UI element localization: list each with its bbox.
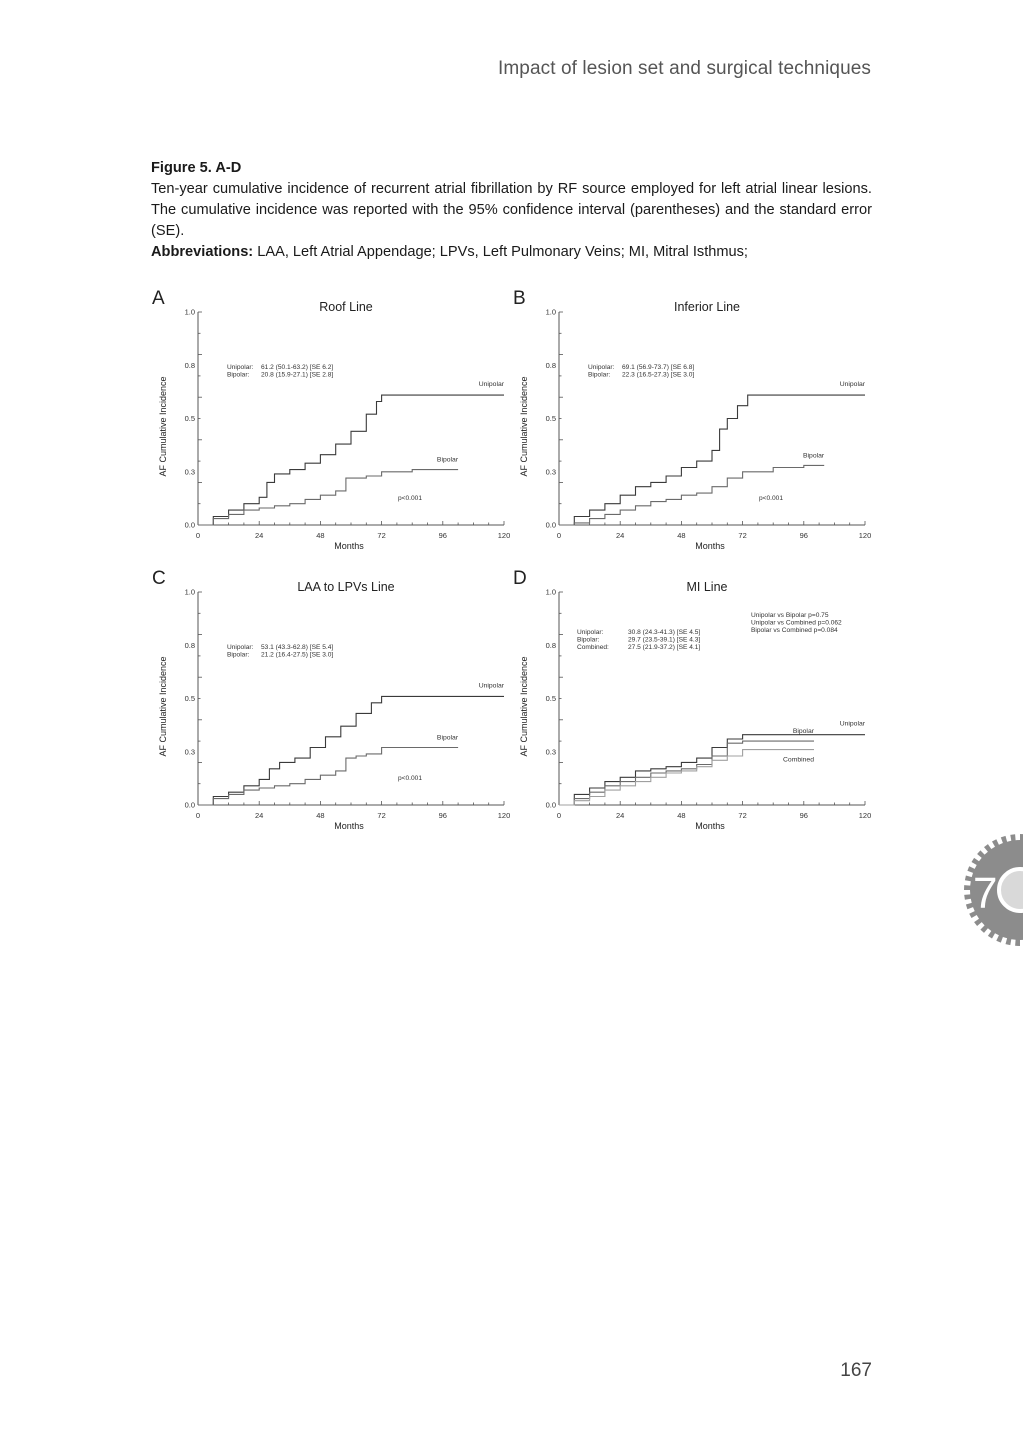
chart-title: MI Line — [686, 580, 728, 594]
stats-label: Unipolar: — [227, 364, 254, 371]
y-tick-label: 0.3 — [184, 467, 195, 477]
y-tick-label: 0.3 — [184, 747, 195, 757]
x-tick-label: 24 — [255, 811, 264, 820]
y-tick-label: 1.0 — [545, 587, 556, 597]
series-line-combined — [559, 750, 814, 805]
stats-value: 53.1 (43.3-62.8) [SE 5.4] — [261, 644, 334, 651]
stats-label: Bipolar: — [227, 651, 250, 659]
series-label-combined: Combined — [783, 756, 814, 764]
series-label-bipolar: Bipolar — [803, 452, 825, 460]
y-tick-label: 0.8 — [545, 360, 556, 370]
chapter-number: 7 — [973, 869, 998, 918]
x-axis-label: Months — [695, 541, 725, 551]
x-tick-label: 24 — [616, 811, 625, 820]
y-tick-label: 1.0 — [184, 307, 195, 317]
y-tick-label: 0.8 — [184, 360, 195, 370]
y-axis-label: AF Cumulative Incidence — [519, 376, 529, 477]
x-tick-label: 120 — [858, 531, 872, 540]
x-tick-label: 120 — [497, 531, 511, 540]
pvalue-note: p<0.001 — [398, 775, 423, 782]
panel-letter: D — [513, 568, 527, 589]
stats-label: Combined: — [577, 644, 609, 652]
x-tick-label: 0 — [195, 531, 201, 540]
stats-label: Bipolar: — [227, 371, 250, 379]
stats-value: 21.2 (16.4-27.5) [SE 3.0] — [261, 651, 334, 659]
pvalue-comparison: Unipolar vs Bipolar p=0.75 — [751, 612, 829, 619]
y-tick-label: 0.3 — [545, 467, 556, 477]
x-tick-label: 48 — [677, 531, 686, 540]
series-label-unipolar: Unipolar — [839, 381, 865, 389]
chart-panel-d — [513, 568, 871, 831]
x-tick-label: 96 — [799, 811, 808, 820]
abbreviations-label: Abbreviations: — [151, 244, 254, 260]
y-axis-label: AF Cumulative Incidence — [519, 656, 529, 757]
x-tick-label: 48 — [316, 811, 325, 820]
x-tick-label: 0 — [556, 531, 562, 540]
y-tick-label: 0.0 — [184, 800, 195, 810]
panel-letter: A — [152, 288, 165, 309]
y-tick-label: 1.0 — [184, 587, 195, 597]
y-tick-label: 0.3 — [545, 747, 556, 757]
x-axis-label: Months — [334, 541, 364, 551]
stats-value: 30.8 (24.3-41.3) [SE 4.5] — [628, 629, 701, 636]
stats-value: 27.5 (21.9-37.2) [SE 4.1] — [628, 644, 701, 652]
series-line-bipolar — [559, 741, 814, 805]
chart-panel-b — [513, 288, 871, 551]
x-tick-label: 0 — [556, 811, 562, 820]
x-tick-label: 96 — [438, 531, 447, 540]
y-tick-label: 0.5 — [545, 414, 556, 423]
stats-value: 20.8 (15.9-27.1) [SE 2.8] — [261, 371, 334, 379]
y-axis-label: AF Cumulative Incidence — [158, 656, 168, 757]
series-label-bipolar: Bipolar — [436, 456, 459, 464]
chapter-tab — [962, 832, 1023, 948]
abbreviations-text: LAA, Left Atrial Appendage; LPVs, Left Pulmonary Veins; MI, Mitral Isthmus; — [257, 244, 748, 260]
panel-letter: C — [152, 568, 166, 589]
pvalue-note: p<0.001 — [398, 495, 423, 502]
stats-label: Unipolar: — [588, 364, 615, 371]
chart-panel-a — [152, 288, 510, 551]
x-axis-label: Months — [334, 821, 364, 831]
y-tick-label: 1.0 — [545, 307, 556, 317]
figure-description: Ten-year cumulative incidence of recurrent atrial fibrillation by RF source employed for left atrial linear lesions. The cumulative incidence was reported with the 95% confidence interval (parentheses) and the standard error (SE). — [151, 181, 872, 239]
chart-title: Roof Line — [319, 300, 373, 314]
y-tick-label: 0.0 — [545, 520, 556, 530]
series-label-unipolar: Unipolar — [478, 682, 504, 690]
stats-value: 29.7 (23.5-39.1) [SE 4.3] — [628, 636, 701, 644]
x-tick-label: 24 — [616, 531, 625, 540]
pvalue-note: p<0.001 — [759, 495, 784, 502]
series-label-unipolar: Unipolar — [839, 720, 865, 728]
stats-value: 69.1 (56.9-73.7) [SE 6.8] — [622, 364, 695, 371]
y-tick-label: 0.0 — [184, 520, 195, 530]
y-tick-label: 0.5 — [184, 694, 195, 703]
figure-title: Figure 5. A-D — [151, 160, 242, 176]
x-tick-label: 120 — [858, 811, 872, 820]
x-tick-label: 48 — [316, 531, 325, 540]
page-number: 167 — [840, 1360, 872, 1381]
chart-title: Inferior Line — [673, 300, 741, 314]
x-tick-label: 72 — [738, 531, 747, 540]
panel-letter: B — [513, 288, 526, 309]
x-tick-label: 48 — [677, 811, 686, 820]
x-tick-label: 72 — [377, 531, 386, 540]
y-axis-label: AF Cumulative Incidence — [158, 376, 168, 477]
series-label-unipolar: Unipolar — [478, 381, 504, 389]
x-tick-label: 72 — [738, 811, 747, 820]
x-tick-label: 120 — [497, 811, 511, 820]
stats-label: Bipolar: — [588, 371, 611, 379]
y-tick-label: 0.8 — [184, 640, 195, 650]
series-line-unipolar — [198, 696, 504, 805]
y-tick-label: 0.8 — [545, 640, 556, 650]
series-line-unipolar — [559, 395, 865, 525]
series-label-bipolar: Bipolar — [792, 728, 814, 736]
stats-value: 61.2 (50.1-63.2) [SE 6.2] — [261, 364, 334, 371]
x-axis-label: Months — [695, 821, 725, 831]
y-tick-label: 0.5 — [184, 414, 195, 423]
y-tick-label: 0.5 — [545, 694, 556, 703]
x-tick-label: 96 — [438, 811, 447, 820]
stats-label: Unipolar: — [227, 644, 254, 651]
chart-title: LAA to LPVs Line — [297, 580, 395, 594]
pvalue-comparison: Unipolar vs Combined p=0.062 — [751, 619, 842, 627]
running-header: Impact of lesion set and surgical techniques — [498, 58, 871, 79]
gear-icon — [962, 832, 1023, 948]
chart-panel-c — [152, 568, 510, 831]
series-label-bipolar: Bipolar — [436, 734, 459, 742]
stats-label: Bipolar: — [577, 636, 600, 644]
x-tick-label: 96 — [799, 531, 808, 540]
stats-value: 22.3 (16.5-27.3) [SE 3.0] — [622, 371, 695, 379]
y-tick-label: 0.0 — [545, 800, 556, 810]
x-tick-label: 24 — [255, 531, 264, 540]
gear-hub — [999, 869, 1023, 911]
x-tick-label: 72 — [377, 811, 386, 820]
series-line-bipolar — [559, 465, 824, 525]
x-tick-label: 0 — [195, 811, 201, 820]
stats-label: Unipolar: — [577, 629, 604, 636]
pvalue-comparison: Bipolar vs Combined p=0.084 — [751, 627, 838, 635]
